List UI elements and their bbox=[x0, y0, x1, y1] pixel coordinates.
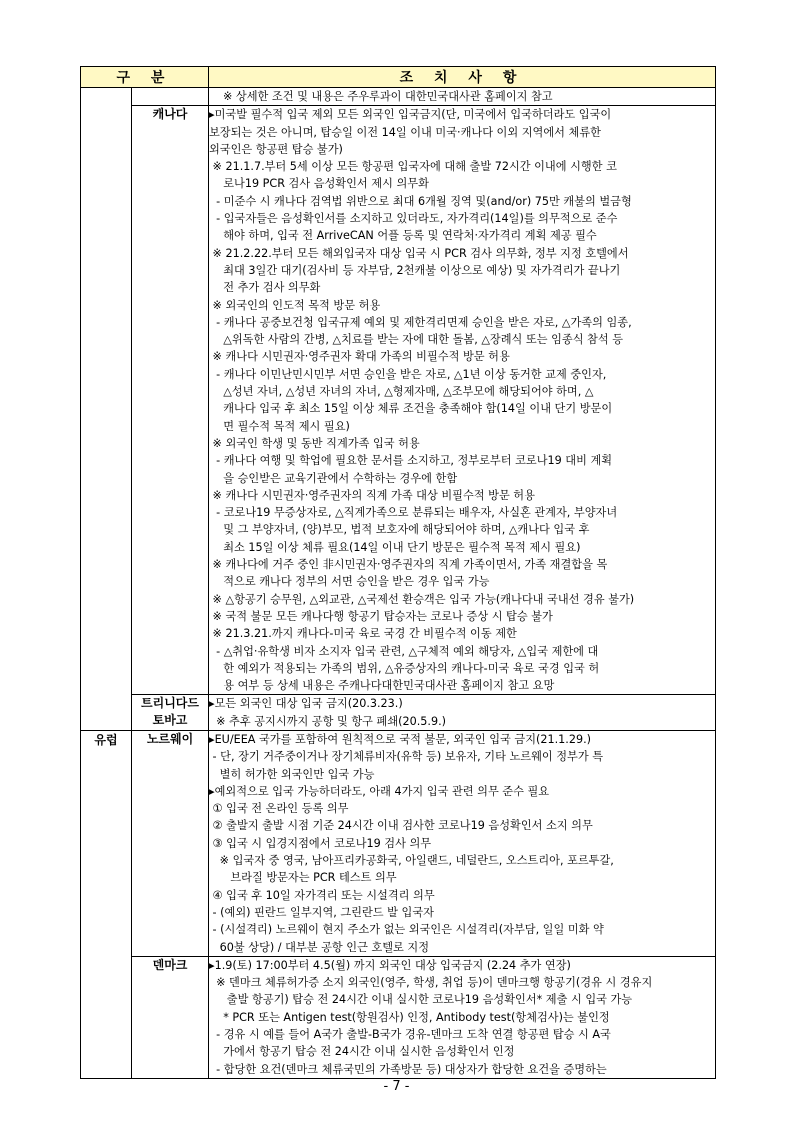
measure-line: 보장되는 것은 아니며, 탑승일 이전 14일 이내 미국·캐나다 이외 지역에서 체류한 bbox=[209, 125, 601, 139]
measure-line: △성년 자녀, △성년 자녀의 자녀, △형제자매, △조부모에 해당되어야 하며, △ bbox=[209, 385, 594, 399]
measure-line: - △취업·유학생 비자 소지자 입국 관련, △구체적 예외 해당자, △입국 제한에 대 bbox=[209, 644, 599, 658]
country-name: 캐나다 bbox=[152, 107, 188, 122]
country-name: 노르웨이 bbox=[146, 731, 194, 746]
measures-cell-norway bbox=[209, 730, 716, 956]
measure-line: ▸예외적으로 입국 가능하더라도, 아래 4가지 입국 관련 의무 준수 필요 bbox=[209, 784, 550, 798]
measure-line: - 합당한 요건(덴마크 체류국민의 가족방문 등) 대상자가 합당한 요건을 증명하는 bbox=[209, 1062, 607, 1076]
measure-line: ② 출발지 출발 시점 기준 24시간 이내 검사한 코로나19 음성확인서 소지 의무 bbox=[209, 819, 593, 833]
measure-line: ※ 21.3.21.까지 캐나다-미국 육로 국경 간 비필수적 이동 제한 bbox=[209, 627, 517, 641]
table-row bbox=[81, 956, 716, 1078]
measures-table bbox=[80, 66, 716, 1079]
measure-line: ④ 입국 후 10일 자가격리 또는 시설격리 의무 bbox=[209, 888, 435, 902]
measure-line: - (시설격리) 노르웨이 현지 주소가 없는 외국인은 시설격리(자부담, 일일 미화 약 bbox=[209, 923, 604, 937]
header-measures: 조 치 사 항 bbox=[209, 67, 716, 88]
measures-cell-canada bbox=[209, 106, 716, 695]
measure-line: 을 승인받은 교육기관에서 수학하는 경우에 한함 bbox=[209, 471, 458, 485]
page-number: - 7 - bbox=[383, 1079, 410, 1094]
measure-line: 브라질 방문자는 PCR 테스트 의무 bbox=[209, 871, 397, 885]
country-cell-empty bbox=[132, 88, 209, 106]
measure-line: ※ 국적 불문 모든 캐나다행 항공기 탑승자는 코로나 증상 시 탑승 불가 bbox=[209, 609, 553, 623]
top-note: ※ 상세한 조건 및 내용은 주우루과이 대한민국대사관 홈페이지 참고 bbox=[223, 90, 553, 103]
top-note-cell bbox=[209, 88, 716, 106]
measure-line: - 경유 시 예를 들어 A국가 출발-B국가 경유-덴마크 도착 연결 항공편 탑승 시 A국 bbox=[209, 1028, 611, 1042]
measure-line: ※ 외국인의 인도적 목적 방문 허용 bbox=[209, 298, 381, 312]
country-cell-denmark bbox=[132, 956, 209, 1078]
measure-line: 로나19 PCR 검사 음성확인서 제시 의무화 bbox=[209, 177, 429, 191]
measures-cell-trinidad bbox=[209, 695, 716, 731]
measure-line: ※ 외국인 학생 및 동반 직계가족 입국 허용 bbox=[209, 436, 420, 450]
measure-line: △위독한 사람의 간병, △치료를 받는 자에 대한 돌봄, △장례식 또는 임종식 참석 등 bbox=[209, 333, 624, 347]
measure-line: ▸미국발 필수적 입국 제외 모든 외국인 입국금지(단, 미국에서 입국하더라도 입국이 bbox=[209, 108, 612, 122]
measure-line: 출발 항공기) 탑승 전 24시간 이내 실시한 코로나19 음성확인서* 제출 시 입국 가능 bbox=[209, 993, 633, 1007]
measure-line: - 미준수 시 캐나다 검역법 위반으로 최대 6개월 징역 및(and/or) 75만 캐불의 벌금형 bbox=[209, 194, 632, 208]
measure-line: ▸모든 외국인 대상 입국 금지(20.3.23.) bbox=[209, 697, 403, 711]
measure-line: 전 추가 검사 의무화 bbox=[209, 281, 321, 295]
country-cell-norway bbox=[132, 730, 209, 956]
country-name-line-2: 토바고 bbox=[152, 713, 188, 728]
table-row bbox=[81, 88, 716, 106]
measure-line: 최소 15일 이상 체류 필요(14일 이내 단기 방문은 필수적 목적 제시 필요) bbox=[209, 540, 581, 554]
country-cell-canada bbox=[132, 106, 209, 695]
measure-line: 별히 허가한 외국인만 입국 가능 bbox=[209, 767, 375, 781]
header-category: 구 분 bbox=[81, 67, 209, 88]
measure-line: - 캐나다 여행 및 학업에 필요한 문서를 소지하고, 정부로부터 코로나19 대비 계획 bbox=[209, 454, 613, 468]
region-cell-americas bbox=[81, 88, 132, 731]
measure-line: ※ 입국자 중 영국, 남아프리카공화국, 아일랜드, 네덜란드, 오스트리아, 포르투갈, bbox=[209, 854, 614, 868]
measure-line: ※ 캐나다에 거주 중인 非시민권자·영주권자의 직계 가족이면서, 가족 재결합을 목 bbox=[209, 558, 608, 572]
measure-line: 용 여부 등 상세 내용은 주캐나다대한민국대사관 홈페이지 참고 요망 bbox=[209, 679, 555, 693]
region-name: 유럽 bbox=[94, 732, 118, 747]
table-row bbox=[81, 106, 716, 695]
measure-line: 면 필수적 목적 제시 필요) bbox=[209, 419, 350, 433]
measure-line: 해야 하며, 입국 전 ArriveCAN 어플 등록 및 연락처·자가격리 계획 제공 필수 bbox=[209, 229, 597, 243]
measure-line: 캐나다 입국 후 최소 15일 이상 체류 조건을 충족해야 함(14일 이내 단기 방문이 bbox=[209, 402, 613, 416]
measure-line: 한 예외가 적용되는 가족의 범위, △유증상자의 캐나다-미국 육로 국경 입국 허 bbox=[209, 661, 600, 675]
table-row bbox=[81, 730, 716, 956]
measure-line: 최대 3일간 대기(검사비 등 자부담, 2천캐불 이상으로 예상) 및 자가격리가 끝나기 bbox=[209, 263, 621, 277]
measure-line: - 코로나19 무증상자로, △직계가족으로 분류되는 배우자, 사실혼 관계자, 부양자녀 bbox=[209, 506, 618, 520]
measure-line: ※ 덴마크 체류허가증 소지 외국인(영주, 학생, 취업 등)이 덴마크행 항공기(경유 시 경유지 bbox=[209, 976, 653, 990]
table-header-row bbox=[81, 67, 716, 88]
region-cell-europe bbox=[81, 730, 132, 1078]
measure-line: ※ 추후 공지시까지 공항 및 항구 폐쇄(20.5.9.) bbox=[209, 714, 446, 728]
measure-line: ※ 캐나다 시민권자·영주권자 확대 가족의 비필수적 방문 허용 bbox=[209, 350, 510, 364]
measure-line: - 단, 장기 거주중이거나 장기체류비자(유학 등) 보유자, 기타 노르웨이 정부가 특 bbox=[209, 750, 604, 764]
country-name: 덴마크 bbox=[152, 957, 188, 972]
measure-line: - (예외) 핀란드 일부지역, 그린란드 발 입국자 bbox=[209, 905, 434, 919]
measure-line: ※ △항공기 승무원, △외교관, △국제선 환승객은 입국 가능(캐나다내 국내선 경유 불가) bbox=[209, 592, 635, 606]
measure-line: 가에서 항공기 탑승 전 24시간 이내 실시한 음성확인서 인정 bbox=[209, 1045, 515, 1059]
measure-line: * PCR 또는 Antigen test(항원검사) 인정, Antibody test(항체검사)는 불인정 bbox=[209, 1010, 610, 1024]
measure-line: ▸1.9(토) 17:00부터 4.5(월) 까지 외국인 대상 입국금지 (2.24 추가 연장) bbox=[209, 958, 571, 972]
measure-line: 및 그 부양자녀, (양)부모, 법적 보호자에 해당되어야 하며, △캐나다 입국 후 bbox=[209, 523, 590, 537]
measure-line: ③ 입국 시 입경지점에서 코로나19 검사 의무 bbox=[209, 836, 432, 850]
measure-line: ▸EU/EEA 국가를 포함하여 원칙적으로 국적 불문, 외국인 입국 금지(21.1.29.) bbox=[209, 732, 591, 746]
measures-cell-denmark bbox=[209, 956, 716, 1078]
measure-line: - 입국자들은 음성확인서를 소지하고 있더라도, 자가격리(14일)를 의무적으로 준수 bbox=[209, 212, 618, 226]
measure-line: ① 입국 전 온라인 등록 의무 bbox=[209, 802, 349, 816]
measure-line: ※ 21.1.7.부터 5세 이상 모든 항공편 입국자에 대해 출발 72시간 이내에 시행한 코 bbox=[209, 160, 617, 174]
measure-line: 적으로 캐나다 정부의 서면 승인을 받은 경우 입국 가능 bbox=[209, 575, 490, 589]
measure-line: - 캐나다 공중보건청 입국규제 예외 및 제한격리면제 승인을 받은 자로, △가족의 임종, bbox=[209, 315, 632, 329]
country-name-line-1: 트리니다드 bbox=[141, 696, 199, 711]
measure-line: 60불 상당) / 대부분 공항 인근 호텔로 지정 bbox=[209, 940, 430, 954]
table-row bbox=[81, 695, 716, 731]
country-cell-trinidad bbox=[132, 695, 209, 731]
measure-line: - 캐나다 이민난민시민부 서면 승인을 받은 자로, △1년 이상 동거한 교제 중인자, bbox=[209, 367, 607, 381]
measure-line: ※ 캐나다 시민권자·영주권자의 직계 가족 대상 비필수적 방문 허용 bbox=[209, 488, 535, 502]
measure-line: ※ 21.2.22.부터 모든 해외입국자 대상 입국 시 PCR 검사 의무화, 정부 지정 호텔에서 bbox=[209, 246, 629, 260]
measure-line: 외국인은 항공편 탑승 불가) bbox=[209, 142, 343, 156]
